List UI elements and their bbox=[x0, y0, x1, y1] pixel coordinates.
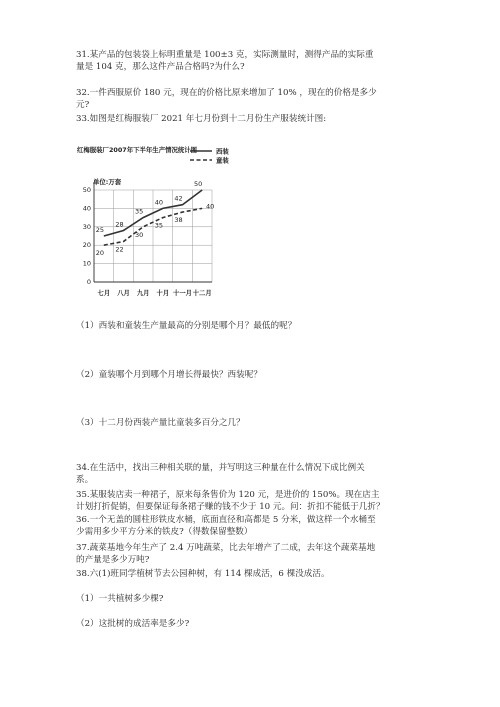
question-32 bbox=[76, 87, 377, 111]
question-38-sub1: （1）一共植树多少棵? bbox=[76, 594, 164, 604]
data-label: 50 bbox=[194, 180, 203, 188]
data-label: 25 bbox=[95, 226, 104, 234]
chart-grid bbox=[94, 190, 215, 282]
question-35-line1: 35.某服装店卖一种裙子，原来每条售价为 120 元，是进价的 150%。现在店主 bbox=[76, 490, 380, 500]
question-33: 33.如图是红梅服装厂 2021 年七月份到十二月份生产服装统计图: bbox=[76, 114, 327, 124]
data-label: 35 bbox=[135, 207, 144, 216]
y-tick-label: 0 bbox=[86, 278, 91, 286]
question-32-line2: 元? bbox=[76, 100, 90, 111]
y-tick-label: 40 bbox=[82, 204, 91, 213]
legend-label-2: 童装 bbox=[216, 156, 229, 165]
question-37-line1: 37.蔬菜基地今年生产了 2.4 万吨蔬菜，比去年增产了二成，去年这个蔬菜基地 bbox=[76, 543, 376, 553]
question-33-sub3: （3）十二月份西装产量比童装多百分之几？ bbox=[76, 418, 245, 428]
question-38-sub2: （2）这批树的成活率是多少? bbox=[76, 619, 190, 629]
data-label: 40 bbox=[154, 198, 163, 207]
question-36 bbox=[76, 514, 376, 538]
chart-unit-label: 单位:万套 bbox=[93, 178, 122, 186]
chart-labels bbox=[83, 180, 215, 297]
x-tick-label: 八月 bbox=[117, 290, 130, 297]
y-tick-label: 30 bbox=[82, 222, 91, 231]
question-32-line1: 32.一件西服原价 180 元，现在的价格比原来增加了 10% ，现在的价格是多少 bbox=[76, 88, 377, 98]
question-33-sub1: （1）西装和童装生产量最高的分别是哪个月？最低的呢？ bbox=[76, 321, 297, 331]
question-35 bbox=[76, 489, 385, 513]
question-33-sub2: （2）童装哪个月到哪个月增长得最快？西装呢？ bbox=[76, 370, 262, 380]
question-37 bbox=[76, 542, 375, 566]
question-31-line2: 量是 104 克，那么这件产品合格吗?为什么? bbox=[76, 62, 245, 73]
question-35-line2: 计划打折促销，但要保证每条裙子赚的钱不少于 10 元。问：折扣不能低于几折？ bbox=[76, 502, 385, 513]
question-34 bbox=[76, 462, 365, 486]
question-37-line2: 的产量是多少万吨? bbox=[76, 555, 150, 566]
question-31-line1: 31.某产品的包装袋上标明重量是 100±3 克，实际测量时，测得产品的实际重 bbox=[76, 50, 374, 60]
data-label: 35 bbox=[154, 221, 163, 230]
data-label: 40 bbox=[206, 202, 215, 211]
x-tick-label: 十月 bbox=[156, 290, 170, 297]
data-label: 28 bbox=[115, 220, 124, 229]
x-tick-label: 十二月 bbox=[192, 290, 212, 297]
x-tick-label: 九月 bbox=[136, 290, 150, 297]
data-label: 42 bbox=[174, 194, 183, 203]
question-34-line1: 34.在生活中，找出三种相关联的量，并写明这三种量在什么情况下成比例关 bbox=[76, 463, 365, 473]
chart-title: 红梅服装厂2007年下半年生产情况统计图 bbox=[77, 146, 198, 154]
production-line-chart bbox=[74, 138, 254, 304]
data-label: 30 bbox=[135, 230, 144, 239]
y-tick-label: 50 bbox=[82, 186, 91, 194]
question-36-line1: 36.一个无盖的圆柱形铁皮水桶，底面直径和高都是 5 分米，做这样一个水桶至 bbox=[76, 515, 376, 525]
data-label: 20 bbox=[95, 249, 104, 258]
question-31 bbox=[76, 49, 373, 73]
question-36-line2: 少需用多少平方分米的铁皮?（得数保留整数） bbox=[76, 527, 253, 538]
question-34-line2: 系。 bbox=[76, 475, 94, 486]
y-tick-label: 20 bbox=[82, 241, 91, 250]
x-tick-label: 十一月 bbox=[173, 290, 192, 297]
legend-label-1: 西装 bbox=[216, 147, 229, 156]
y-tick-label: 10 bbox=[82, 259, 91, 268]
question-38: 38.六(1)班同学植树节去公园种树，有 114 棵成活，6 棵没成活。 bbox=[76, 569, 330, 579]
data-label: 22 bbox=[115, 245, 124, 254]
x-tick-label: 七月 bbox=[97, 290, 111, 297]
data-label: 38 bbox=[174, 216, 183, 225]
